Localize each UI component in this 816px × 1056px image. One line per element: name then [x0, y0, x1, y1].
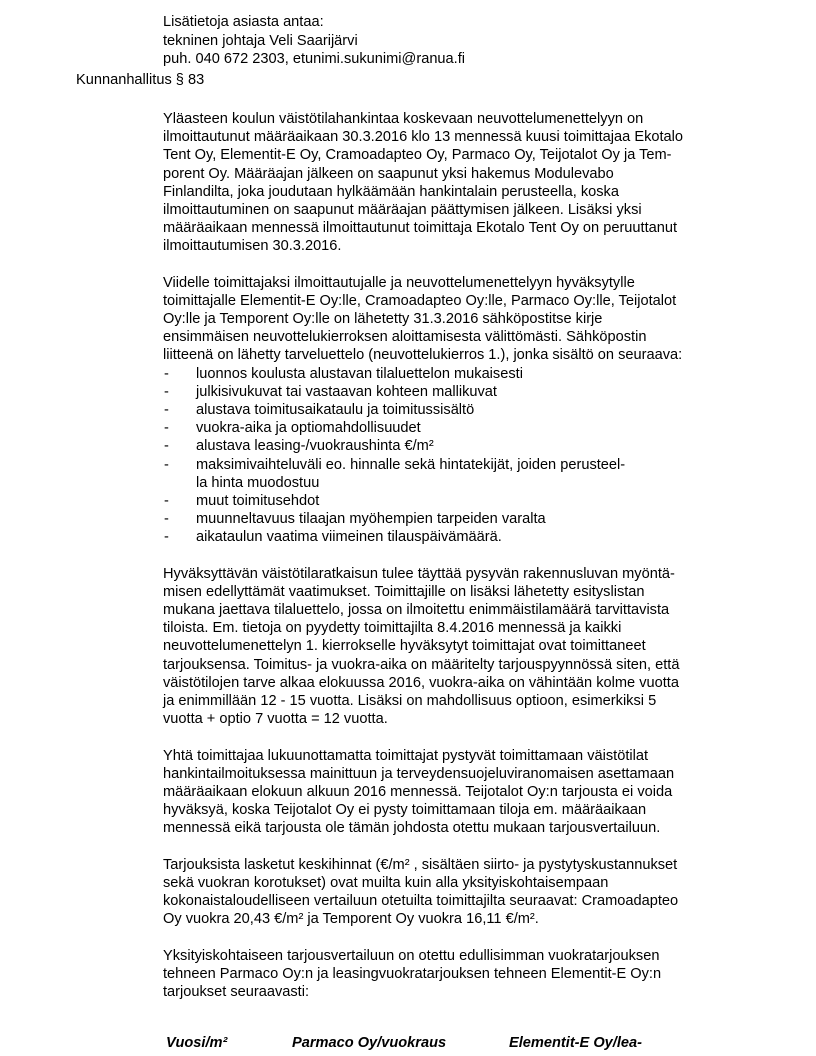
text-line: mennessä eikä tarjousta ole tämän johdosta otettu mukaan tarjousvertailuun. — [163, 820, 661, 837]
text-line: Oy vuokra 20,43 €/m² ja Temporent Oy vuokra 16,11 €/m². — [163, 911, 539, 928]
document-body — [163, 110, 743, 1001]
text-line: tarjoukset seuraavasti: — [163, 984, 310, 1000]
list-item — [163, 456, 743, 492]
contact-intro: Lisätietoja asiasta antaa: — [163, 14, 324, 30]
table-header-year: Vuosi/m² — [166, 1035, 228, 1051]
bullet-dash: - — [164, 529, 169, 546]
bullet-dash: - — [164, 456, 169, 473]
text-line: sekä vuokran korotukset) ovat muilta kuin alla yksityiskohtaisempaan — [163, 874, 609, 891]
paragraph-6 — [163, 947, 743, 1002]
list-item-text: alustava leasing-/vuokraushinta €/m² — [196, 438, 434, 455]
text-line: väistötilojen tarve alkaa elokuussa 2016, vuokra-aika on vähintään kolme vuotta — [163, 674, 679, 691]
list-item-text: muut toimitusehdot — [196, 492, 320, 509]
list-item-text: muunneltavuus tilaajan myöhempien tarpeiden varalta — [196, 511, 546, 528]
text-line: mukana jaettava tilaluettelo, jossa on ilmoitettu enimmäistilamäärä tarvittavista — [163, 602, 670, 619]
list-item-text: la hinta muodostuu — [196, 474, 320, 491]
contact-phone-email: puh. 040 672 2303, etunimi.sukunimi@ranua.fi — [163, 51, 466, 68]
bullet-dash: - — [164, 365, 169, 382]
list-item — [163, 419, 743, 437]
text-line: neuvottelumenettelyn 1. kierrokselle hyväksytyt toimittajat ovat toimittaneet — [163, 638, 646, 655]
bullet-dash: - — [164, 420, 169, 437]
list-item-text: maksimivaihteluväli eo. hinnalle sekä hintatekijät, joiden perusteel- — [196, 456, 626, 473]
table-header-elementit: Elementit-E Oy/lea- — [509, 1035, 643, 1051]
text-line: ilmoittautumisen 30.3.2016. — [163, 238, 342, 255]
text-line: Oy:lle ja Temporent Oy:lle on lähetetty 31.3.2016 sähköpostitse kirje — [163, 311, 603, 328]
text-line: määräaikaan mennessä ilmoittautunut toimittaja Ekotalo Tent Oy on peruuttanut — [163, 220, 678, 237]
table-header-parmaco: Parmaco Oy/vuokraus — [292, 1035, 447, 1051]
list-item — [163, 365, 743, 383]
list-item-text: luonnos koulusta alustavan tilaluettelon mukaisesti — [196, 365, 523, 382]
text-line: määräaikaan elokuun alkuun 2016 mennessä. Teijotalot Oy:n tarjousta ei voida — [163, 783, 673, 800]
list-item — [163, 401, 743, 419]
text-line: liitteenä on lähetty tarveluettelo (neuvottelukierros 1.), jonka sisältö on seuraava: — [163, 347, 683, 364]
text-line: Finlandilta, joka joudutaan hylkäämään hankintalain perusteella, koska — [163, 183, 619, 200]
text-line: misen edellyttämät vaatimukset. Toimittajille on lisäksi lähetetty esityslistan — [163, 583, 645, 600]
text-line: Yhtä toimittajaa lukuunottamatta toimittajat pystyvät toimittamaan väistötilat — [163, 747, 649, 764]
paragraph-5 — [163, 856, 743, 929]
bullet-dash: - — [164, 402, 169, 418]
text-line: toimittajalle Elementit-E Oy:lle, Cramoadapteo Oy:lle, Parmaco Oy:lle, Teijotalot — [163, 292, 677, 309]
text-line: ilmoittautuminen on saapunut määräajan päättymisen jälkeen. Lisäksi yksi — [163, 201, 642, 218]
paragraph-1 — [163, 110, 743, 256]
list-item-text: vuokra-aika ja optiomahdollisuudet — [196, 420, 421, 437]
bullet-dash: - — [164, 383, 169, 400]
list-item-text: alustava toimitusaikataulu ja toimitussisältö — [196, 402, 475, 418]
requirements-list — [163, 365, 743, 547]
text-line: Yksityiskohtaiseen tarjousvertailuun on otettu edullisimman vuokratarjouksen — [163, 947, 660, 964]
list-item-text: julkisivukuvat tai vastaavan kohteen mallikuvat — [196, 383, 497, 400]
text-line: porent Oy. Määräajan jälkeen on saapunut yksi hakemus Modulevabo — [163, 165, 614, 182]
text-line: Tarjouksista lasketut keskihinnat (€/m² , sisältäen siirto- ja pystytyskustannukset — [163, 856, 678, 873]
text-line: Yläasteen koulun väistötilahankintaa koskevaan neuvottelumenettelyyn on — [163, 111, 644, 127]
list-item — [163, 437, 743, 455]
text-line: ensimmäisen neuvottelukierroksen aloittamisesta välittömästi. Sähköpostin — [163, 329, 647, 346]
text-line: tiloista. Em. tietoja on pyydetty toimittajilta 8.4.2016 mennessä ja kaikki — [163, 620, 622, 637]
text-line: tarjouksensa. Toimitus- ja vuokra-aika on määritelty tarjouspyynnössä siten, että — [163, 656, 680, 673]
bullet-dash: - — [164, 438, 169, 455]
list-item-text: aikataulun vaatima viimeinen tilauspäivämäärä. — [196, 529, 502, 546]
section-label: Kunnanhallitus § 83 — [76, 72, 205, 88]
text-line: ja enimmillään 12 - 15 vuotta. Lisäksi on mahdollisuus optioon, esimerkiksi 5 — [163, 693, 657, 709]
text-line: ilmoittautunut määräaikaan 30.3.2016 klo 13 mennessä kuusi toimittajaa Ekotalo — [163, 129, 684, 146]
bullet-dash: - — [164, 511, 169, 528]
text-line: Tent Oy, Elementit-E Oy, Cramoadapteo Oy, Parmaco Oy, Teijotalot Oy ja Tem- — [163, 147, 672, 164]
paragraph-3 — [163, 565, 743, 729]
paragraph-4 — [163, 747, 743, 838]
list-item — [163, 510, 743, 528]
list-item — [163, 492, 743, 510]
list-item — [163, 528, 743, 546]
text-line: Viidelle toimittajaksi ilmoittautujalle ja neuvottelumenettelyyn hyväksytylle — [163, 274, 635, 291]
text-line: Hyväksyttävän väistötilaratkaisun tulee täyttää pysyvän rakennusluvan myöntä- — [163, 565, 675, 582]
text-line: tehneen Parmaco Oy:n ja leasingvuokratarjouksen tehneen Elementit-E Oy:n — [163, 965, 662, 982]
text-line: vuotta + optio 7 vuotta = 12 vuotta. — [163, 711, 388, 728]
text-line: kokonaistaloudelliseen vertailuun otetuilta toimittajilta seuraavat: Cramoadapteo — [163, 893, 679, 910]
text-line: hankintailmoituksessa mainittuun ja terveydensuojeluviranomaisen asettamaan — [163, 765, 675, 782]
text-line: hyväksyä, koska Teijotalot Oy ei pysty toimittamaan tiloja em. määräaikaan — [163, 802, 647, 819]
bullet-dash: - — [164, 492, 169, 509]
contact-block — [163, 13, 465, 69]
contact-person: tekninen johtaja Veli Saarijärvi — [163, 32, 358, 49]
list-item — [163, 383, 743, 401]
paragraph-2 — [163, 274, 743, 365]
